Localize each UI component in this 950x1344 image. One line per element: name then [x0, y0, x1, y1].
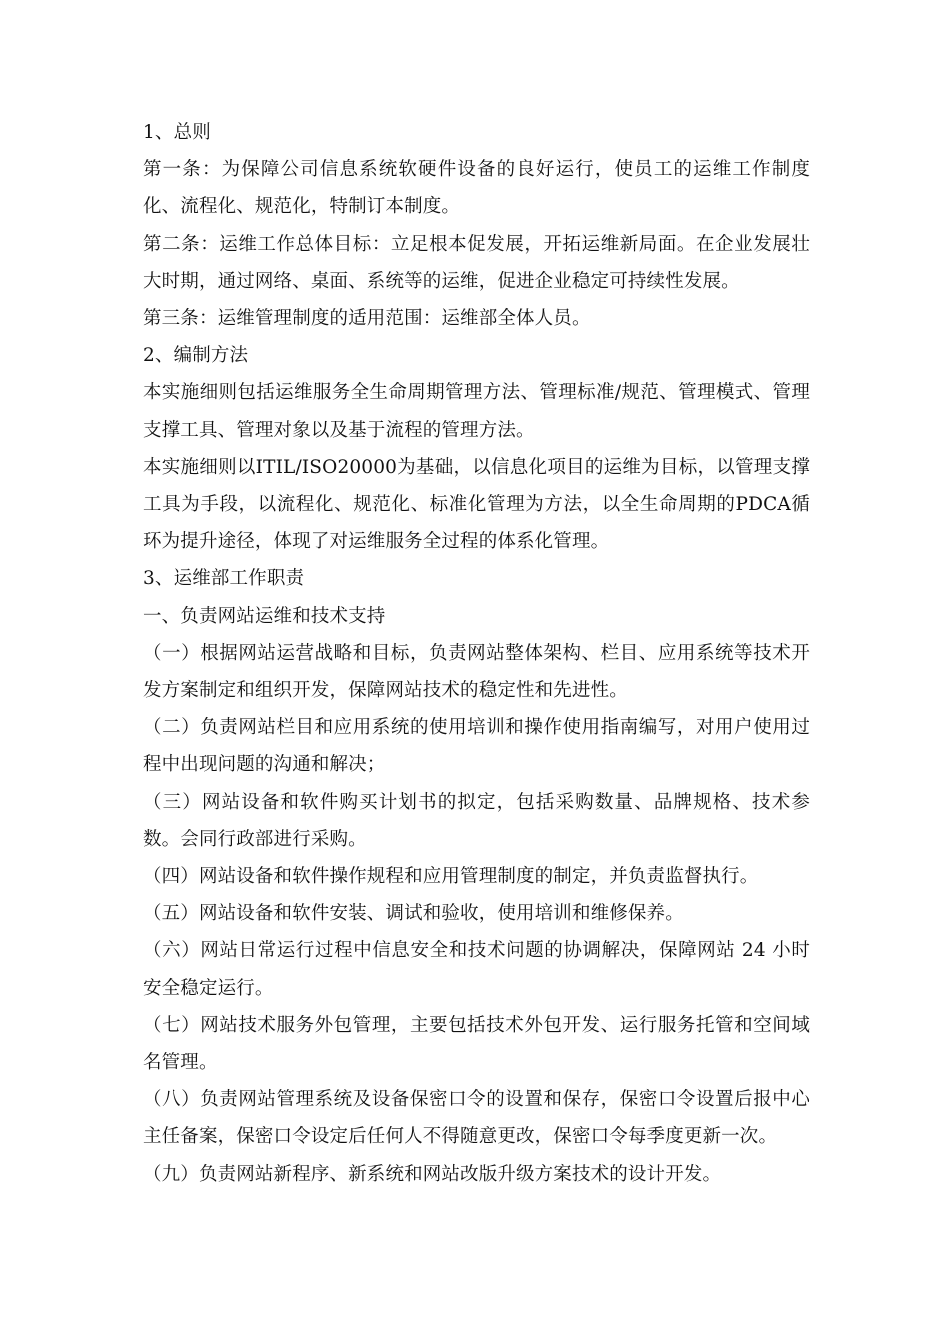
section-heading-general: 1、总则 — [143, 122, 211, 143]
duty-item-5: （五）网站设备和软件安装、调试和验收，使用培训和维修保养。 — [143, 903, 684, 925]
duty-heading-website: 一、负责网站运维和技术支持 — [143, 605, 386, 627]
method-paragraph-2: 本实施细则以ITIL/ISO20000为基础，以信息化项目的运维为目标，以管理支撑工具为手段，以流程化、规范化、标准化管理为方法，以全生命周期的PDCA循环为提升途径，体现了对运维服务全过程的体系化管理。 — [143, 456, 810, 553]
duty-item-9: （九）负责网站新程序、新系统和网站改版升级方案技术的设计开发。 — [143, 1163, 722, 1185]
method-paragraph-1: 本实施细则包括运维服务全生命周期管理方法、管理标准/规范、管理模式、管理支撑工具、管理对象以及基于流程的管理方法。 — [143, 382, 810, 441]
section-heading-duties: 3、运维部工作职责 — [143, 568, 305, 590]
duty-item-3: （三）网站设备和软件购买计划书的拟定，包括采购数量、品牌规格、技术参数。会同行政部进行采购。 — [143, 791, 810, 850]
duty-item-6: （六）网站日常运行过程中信息安全和技术问题的协调解决，保障网站 24 小时安全稳定运行。 — [143, 940, 810, 999]
article-one: 第一条：为保障公司信息系统软硬件设备的良好运行，使员工的运维工作制度化、流程化、规范化，特制订本制度。 — [143, 159, 810, 218]
duty-item-1: （一）根据网站运营战略和目标，负责网站整体架构、栏目、应用系统等技术开发方案制定和组织开发，保障网站技术的稳定性和先进性。 — [143, 642, 810, 702]
duty-item-7: （七）网站技术服务外包管理，主要包括技术外包开发、运行服务托管和空间域名管理。 — [143, 1014, 810, 1074]
article-three: 第三条：运维管理制度的适用范围：运维部全体人员。 — [143, 308, 591, 330]
section-heading-method: 2、编制方法 — [143, 345, 249, 367]
document-body — [143, 114, 810, 1193]
duty-item-2: （二）负责网站栏目和应用系统的使用培训和操作使用指南编写，对用户使用过程中出现问题的沟通和解决； — [143, 717, 810, 776]
duty-item-8: （八）负责网站管理系统及设备保密口令的设置和保存，保密口令设置后报中心主任备案，保密口令设定后任何人不得随意更改，保密口令每季度更新一次。 — [143, 1089, 810, 1148]
article-two: 第二条：运维工作总体目标：立足根本促发展，开拓运维新局面。在企业发展壮大时期，通过网络、桌面、系统等的运维，促进企业稳定可持续性发展。 — [143, 233, 810, 292]
duty-item-4: （四）网站设备和软件操作规程和应用管理制度的制定，并负责监督执行。 — [143, 866, 759, 888]
